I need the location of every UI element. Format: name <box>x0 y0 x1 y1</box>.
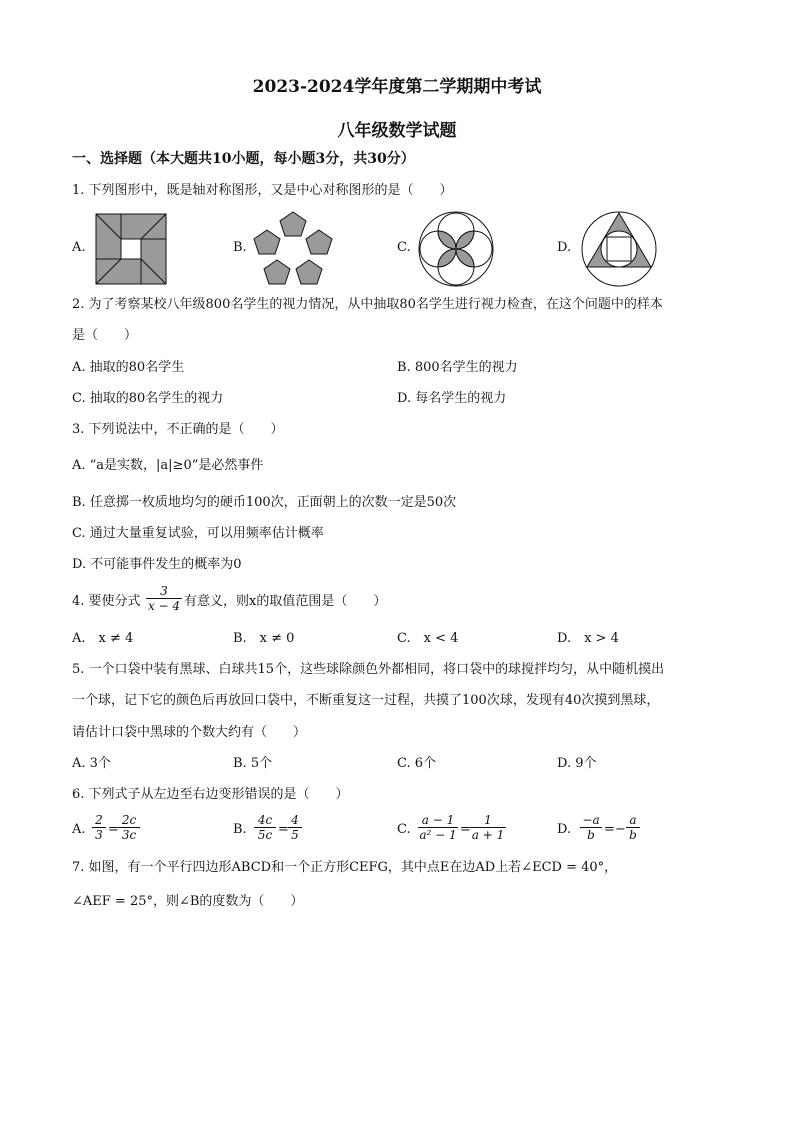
q6-c-right-fraction <box>470 813 506 842</box>
q6-d-left-fraction <box>580 813 602 842</box>
four-petal-circle-icon <box>417 210 495 288</box>
fraction-numerator: a <box>629 813 637 827</box>
fraction-numerator: 2 <box>95 813 103 827</box>
fraction-denominator: b <box>580 827 602 842</box>
q6-d-right-fraction <box>626 813 640 842</box>
equals-sign: = <box>604 822 615 837</box>
q1-option-c-label: C. <box>397 240 411 255</box>
q4-option-a: A. x ≠ 4 <box>72 631 134 646</box>
question-1-stem: 1. 下列图形中，既是轴对称图形，又是中心对称图形的是（ ） <box>72 183 453 198</box>
q6-option-b-label: B. <box>233 822 247 837</box>
q5-option-b: B. 5个 <box>233 756 273 771</box>
q1-option-a-label: A. <box>72 240 86 255</box>
exam-subtitle: 八年级数学试题 <box>337 121 457 141</box>
question-6-stem: 6. 下列式子从左边至右边变形错误的是（ ） <box>72 787 349 802</box>
question-4-prefix: 4. 要使分式 <box>72 594 141 609</box>
q4-fraction-denominator: x − 4 <box>147 599 181 613</box>
q6-b-right-fraction <box>288 813 302 842</box>
fraction-denominator: 5c <box>254 827 276 842</box>
equals-sign: = <box>278 822 289 837</box>
q5-option-a: A. 3个 <box>72 756 111 771</box>
question-2-stem-line1: 2. 为了考察某校八年级800名学生的视力情况，从中抽取80名学生进行视力检查，在这个问题中的样本 <box>72 297 663 312</box>
fraction-denominator: a + 1 <box>471 828 505 842</box>
section-heading: 一、选择题（本大题共10小题，每小题3分，共30分） <box>72 151 415 167</box>
q2-option-c: C. 抽取的80名学生的视力 <box>72 391 224 406</box>
exam-title: 2023-2024学年度第二学期期中考试 <box>252 77 542 97</box>
fraction-numerator: 4c <box>257 813 273 827</box>
q2-option-b: B. 800名学生的视力 <box>397 360 518 375</box>
fraction-numerator: 2c <box>121 813 137 827</box>
q5-option-d: D. 9个 <box>557 756 597 771</box>
q4-option-d: D. x > 4 <box>557 631 619 646</box>
pinwheel-square-icon <box>95 213 167 285</box>
q6-b-left-fraction <box>254 813 276 842</box>
triangle-square-circle-icon <box>580 210 658 288</box>
question-5-line2: 一个球，记下它的颜色后再放回口袋中，不断重复这一过程，共摸了100次球，发现有40次摸到黑球， <box>72 693 660 708</box>
q5-option-c: C. 6个 <box>397 756 437 771</box>
q3-option-b: B. 任意掷一枚质地均匀的硬币100次，正面朝上的次数一定是50次 <box>72 495 457 510</box>
fraction-denominator: 3c <box>118 827 140 842</box>
equals-sign: = <box>108 822 119 837</box>
q4-fraction <box>146 584 182 613</box>
five-pentagons-icon <box>253 210 333 286</box>
equals-sign: = <box>460 822 471 837</box>
fraction-numerator: 4 <box>291 813 299 827</box>
q6-option-d-label: D. <box>557 822 572 837</box>
question-3-stem: 3. 下列说法中，不正确的是（ ） <box>72 422 284 437</box>
q2-option-a: A. 抽取的80名学生 <box>72 360 185 375</box>
q6-c-left-fraction <box>418 813 458 842</box>
q6-a-left-fraction <box>92 813 106 842</box>
q6-option-a-label: A. <box>72 822 86 837</box>
q4-option-b: B. x ≠ 0 <box>233 631 295 646</box>
question-5-line1: 5. 一个口袋中装有黑球、白球共15个，这些球除颜色外都相同，将口袋中的球搅拌均匀，从中随机摸出 <box>72 662 665 677</box>
question-7-line2: ∠AEF = 25°，则∠B的度数为（ ） <box>72 894 304 909</box>
q1-option-d-label: D. <box>557 240 572 255</box>
fraction-denominator: 5 <box>288 827 302 842</box>
q3-option-a: A. “a是实数，|a|≥0”是必然事件 <box>72 458 264 473</box>
fraction-numerator: a − 1 <box>421 813 455 827</box>
q6-option-c-label: C. <box>397 822 411 837</box>
q2-option-d: D. 每名学生的视力 <box>397 391 507 406</box>
q4-option-c: C. x < 4 <box>397 631 459 646</box>
q6-a-right-fraction <box>118 813 140 842</box>
q3-option-d: D. 不可能事件发生的概率为0 <box>72 557 242 572</box>
fraction-numerator: −a <box>582 813 600 827</box>
fraction-denominator: b <box>626 827 640 842</box>
fraction-numerator: 1 <box>484 813 492 827</box>
fraction-denominator: a² − 1 <box>419 828 457 842</box>
q1-option-b-label: B. <box>233 240 247 255</box>
question-4-suffix: 有意义，则x的取值范围是（ ） <box>184 594 387 609</box>
fraction-denominator: 3 <box>92 827 106 842</box>
q4-fraction-numerator: 3 <box>160 584 168 598</box>
q3-option-c: C. 通过大量重复试验，可以用频率估计概率 <box>72 526 324 541</box>
minus-sign: − <box>615 822 626 837</box>
question-5-line3: 请估计口袋中黑球的个数大约有（ ） <box>72 725 307 740</box>
question-7-line1: 7. 如图，有一个平行四边形ABCD和一个正方形CEFG，其中点E在边AD上若∠ECD = 40°， <box>72 860 618 875</box>
question-2-stem-line2: 是（ ） <box>72 328 138 343</box>
